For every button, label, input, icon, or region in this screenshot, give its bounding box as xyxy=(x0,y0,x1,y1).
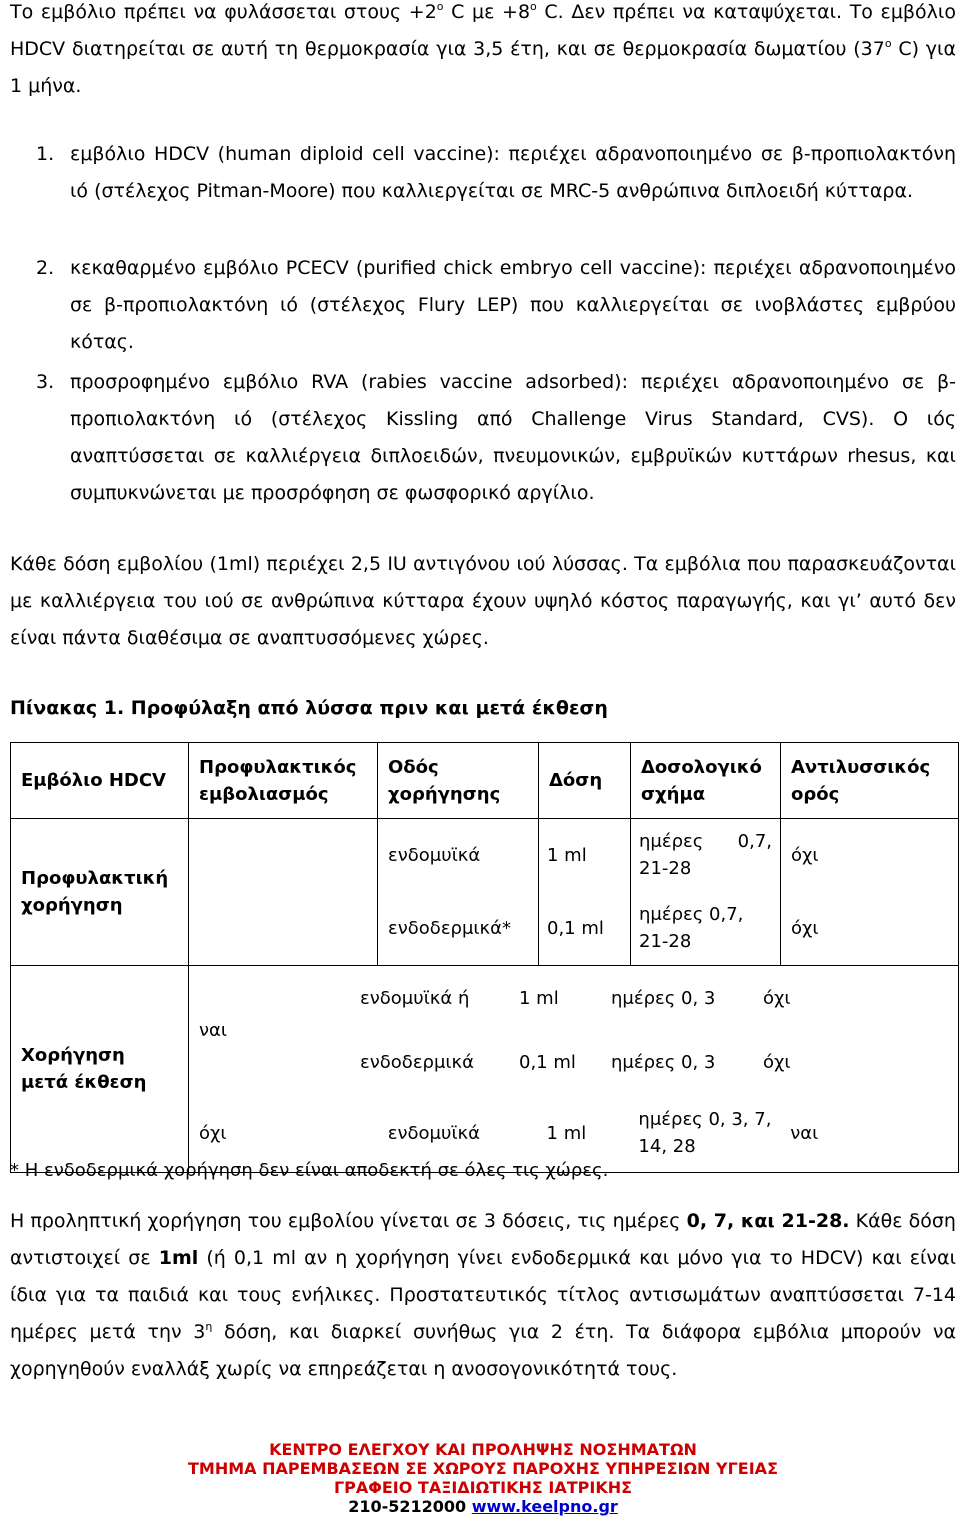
header-cell: Δόση xyxy=(539,743,631,819)
footer-website-link[interactable]: www.keelpno.gr xyxy=(471,1497,618,1516)
prophylaxis-table xyxy=(10,742,959,1173)
intro-paragraph: Το εμβόλιο πρέπει να φυλάσσεται $\sigma\tau o\upsilon\varsigma +2^o$ C $\mu\varepsilon +8^o$ C. Δεν πρέπει να καταψύχεται. Το εμβόλιο HDCV διατηρείται σε αυτή τη θερμοκρασία για 3,5 έτη, και σε θερμοκρασία δωματίου ($37^o$ C) για 1 μήνα. xyxy=(10,0,956,97)
vaccine-list xyxy=(10,136,956,512)
table-row: ενδοδερμικά* 0,1 ml ημέρες 0,7, 21-28 όχι xyxy=(11,892,959,966)
post-exposure-label: Χορήγηση μετά έκθεση xyxy=(11,966,189,1173)
table-caption: Πίνακας 1. Προφύλαξη από λύσσα πριν και μετά έκθεση xyxy=(10,697,608,719)
empty-cell xyxy=(189,819,378,966)
footer-phone: 210-5212000 xyxy=(348,1497,467,1516)
header-cell: Αντιλυσσικός ορός xyxy=(781,743,959,819)
list-item: 3. προσροφημένο εμβόλιο RVA (rabies vaccine adsorbed): περιέχει αδρανοποιημένο σε β-προπιολακτόνη ιό (στέλεχος Kissling από Challenge Virus Standard, CVS). Ο ιός αναπτύσσεται σε καλλιέργεια διπλοειδών, πνευμονικών, εμβρυϊκών κυττάρων rhesus, και συμπυκνώνεται με προσρόφηση σε φωσφορικό αργίλιο. xyxy=(36,371,956,504)
footer-line-2: ΤΜΗΜΑ ΠΑΡΕΜΒΑΣΕΩΝ ΣΕ ΧΩΡΟΥΣ ΠΑΡΟΧΗΣ ΥΠΗΡΕΣΙΩΝ ΥΓΕΙΑΣ xyxy=(187,1459,778,1478)
prophylactic-label: Προφυλακτική χορήγηση xyxy=(11,819,189,966)
list-item: 2. κεκαθαρμένο εμβόλιο PCECV (purified chick embryo cell vaccine): περιέχει αδρανοποιημένο σε β-προπιολακτόνη ιό (στέλεχος Flury LEP) που καλλιεργείται σε ινοβλάστες εμβρύου κότας. xyxy=(36,257,956,353)
post-exposure-block: ναι ενδομυϊκά ή 1 ml ημέρες 0, 3 όχι ενδοδερμικά 0,1 ml ημέρες 0, 3 όχι όχι ενδομυϊκά 1 ml ημέρες 0, 3, 7, 14, 28 ναι xyxy=(189,966,959,1173)
header-cell: Οδός χορήγησης xyxy=(378,743,539,819)
table-footnote: * Η ενδοδερμικά χορήγηση δεν είναι αποδεκτή σε όλες τις χώρες. xyxy=(10,1160,609,1181)
closing-paragraph: Η προληπτική χορήγηση του εμβολίου γίνεται σε 3 δόσεις, τις ημέρες 0, 7, και 21-28. Κάθε δόση αντιστοιχεί σε 1ml (ή 0,1 ml αν η χορήγηση γίνει ενδοδερμικά και μόνο για το HDCV) και είναι ίδια για τα παιδιά και τους ενήλικες. Προστατευτικός τίτλος αντισωμάτων αναπτύσσεται 7-14 ημέρες μετά την $3^\eta$ δόση, και διαρκεί συνήθως για 2 έτη. Τα διάφορα εμβόλια μπορούν να χορηγηθούν εναλλάξ χωρίς να επηρεάζεται η ανοσογονικότητά τους. xyxy=(10,1210,956,1380)
table-header-row xyxy=(11,743,959,819)
header-cell: Εμβόλιο HDCV xyxy=(11,743,189,819)
footer-line-3: ΓΡΑΦΕΙΟ ΤΑΞΙΔΙΩΤΙΚΗΣ ΙΑΤΡΙΚΗΣ xyxy=(333,1478,633,1497)
header-cell: Προφυλακτικός εμβολιασμός xyxy=(189,743,378,819)
list-item: 1. εμβόλιο HDCV (human diploid cell vaccine): περιέχει αδρανοποιημένο σε β-προπιολακτόνη ιό (στέλεχος Pitman-Moore) που καλλιεργείται σε MRC-5 ανθρώπινα διπλοειδή κύτταρα. xyxy=(36,143,956,202)
footer-contact xyxy=(10,1497,956,1516)
header-cell: Δοσολογικό σχήμα xyxy=(631,743,781,819)
dose-paragraph: Κάθε δόση εμβολίου (1ml) περιέχει 2,5 IU αντιγόνου ιού λύσσας. Τα εμβόλια που παρασκευάζονται με καλλιέργεια του ιού σε ανθρώπινα κύτταρα έχουν υψηλό κόστος παραγωγής, και γι’ αυτό δεν είναι πάντα διαθέσιμα σε αναπτυσσόμενες χώρες. xyxy=(10,553,956,649)
table-row xyxy=(11,966,959,1173)
table-row: Προφυλακτική χορήγηση ενδομυϊκά 1 ml ημέρες 0,7, 21-28 όχι xyxy=(11,819,959,892)
footer-line-1: ΚΕΝΤΡΟ ΕΛΕΓΧΟΥ ΚΑΙ ΠΡΟΛΗΨΗΣ ΝΟΣΗΜΑΤΩΝ xyxy=(269,1440,697,1459)
page-footer xyxy=(10,1440,956,1516)
